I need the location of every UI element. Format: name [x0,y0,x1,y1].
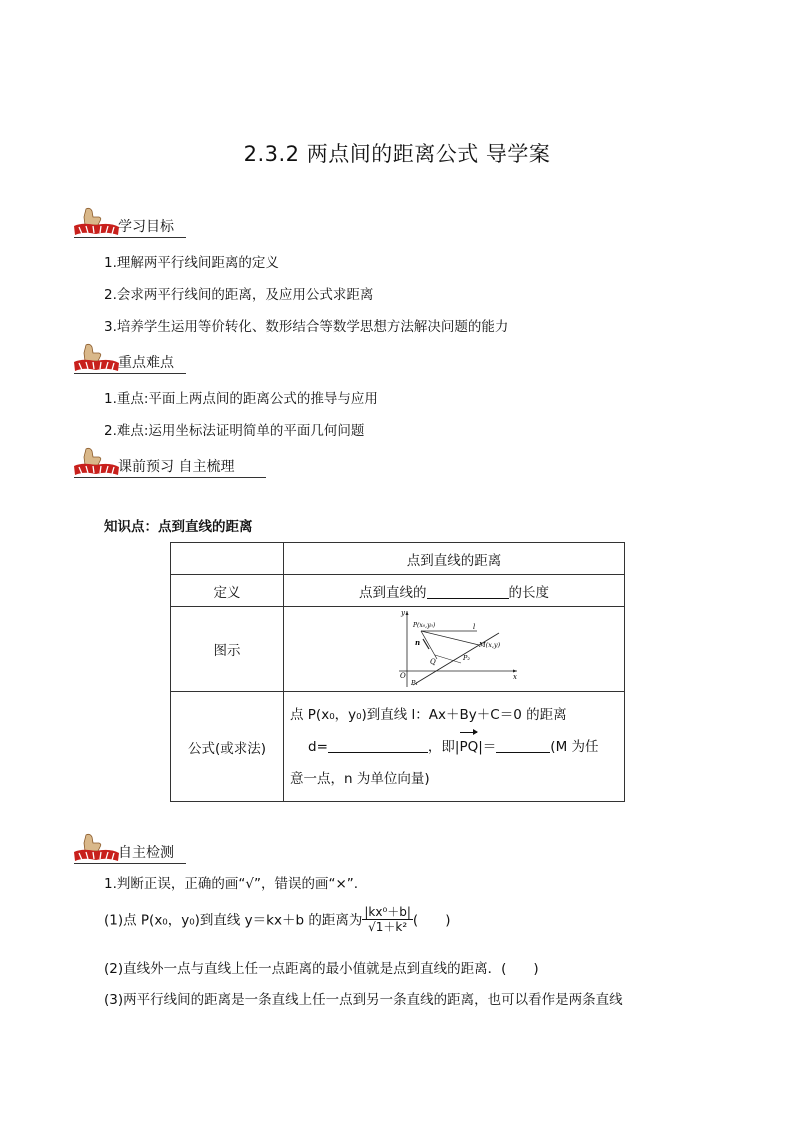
origin-label: O [400,672,406,680]
table-row [171,543,625,575]
question-1-1: (1)点 P(x₀，y₀)到直线 y＝kx＋b 的距离为 $\frac{\text{|kx⁰＋b|}}{\text{√1＋k²}}$ ( ) [104,905,451,934]
objective-item: 3.培养学生运用等价转化、数形结合等数学思想方法解决问题的能力 [104,319,509,335]
section-heading: 课前预习 自主梳理 [118,459,235,475]
knowledge-table [170,542,625,802]
vector-pq: PQ [459,731,478,763]
row-label-formula: 公式(或求法) [171,692,284,802]
objective-item: 2.会求两平行线间的距离，及应用公式求距离 [104,287,374,303]
point-p2-label: P₂ [463,654,470,662]
figure-cell [284,607,625,692]
section-header-preview [72,446,272,480]
thumbs-up-badge-icon [72,342,122,376]
section-header-selfcheck [72,832,212,866]
axis-label-x: x [513,673,517,681]
keypoint-item: 2.难点:运用坐标法证明简单的平面几何问题 [104,423,365,439]
section-heading: 重点难点 [118,355,174,371]
point-q-label: Q [430,658,436,666]
distance-fraction: $\frac{\text{|kx⁰＋b|}}{\text{√1＋k²}}$ [364,905,411,934]
answer-blank[interactable] [328,738,428,753]
table-row [171,575,625,607]
vector-n-label: n [415,638,421,647]
keypoint-item: 1.重点:平面上两点间的距离公式的推导与应用 [104,391,378,407]
question-1-3: (3)两平行线间的距离是一条直线上任一点到另一条直线的距离，也可以看作是两条直线 [104,992,623,1008]
point-p1-label: P₁ [411,679,418,687]
section-heading: 自主检测 [118,845,174,861]
point-p-label: P(x₀,y₀) [413,622,436,629]
table-row [171,692,625,802]
answer-blank[interactable] [427,584,509,599]
page-title: 2.3.2 两点间的距离公式 导学案 [243,142,551,166]
row-label-figure: 图示 [171,607,284,692]
section-header-objectives [72,206,212,240]
line-l-label: l [473,623,476,631]
thumbs-up-badge-icon [72,832,122,866]
table-row [171,607,625,692]
section-heading: 学习目标 [118,219,174,235]
thumbs-up-badge-icon [72,446,122,480]
formula-cell: 点 P(x₀，y₀)到直线 l：Ax＋By＋C＝0 的距离 d= ，即|PQ|＝ (M 为任 意一点，n 为单位向量) [284,692,625,802]
definition-cell: 点到直线的 的长度 [284,575,625,607]
knowledge-point-heading: 知识点：点到直线的距离 [104,519,253,535]
answer-blank[interactable] [496,738,550,753]
axis-label-y: y [401,609,405,617]
section-header-keypoints [72,342,212,376]
question-1-2: (2)直线外一点与直线上任一点距离的最小值就是点到直线的距离．( ) [104,961,539,977]
objective-item: 1.理解两平行线间距离的定义 [104,255,279,271]
point-m-label: M(x,y) [479,641,501,649]
row-label-definition: 定义 [171,575,284,607]
point-line-distance-diagram [389,609,519,689]
table-header: 点到直线的距离 [284,543,625,575]
question-1: 1.判断正误，正确的画“√”，错误的画“×”. [104,876,359,892]
thumbs-up-badge-icon [72,206,122,240]
